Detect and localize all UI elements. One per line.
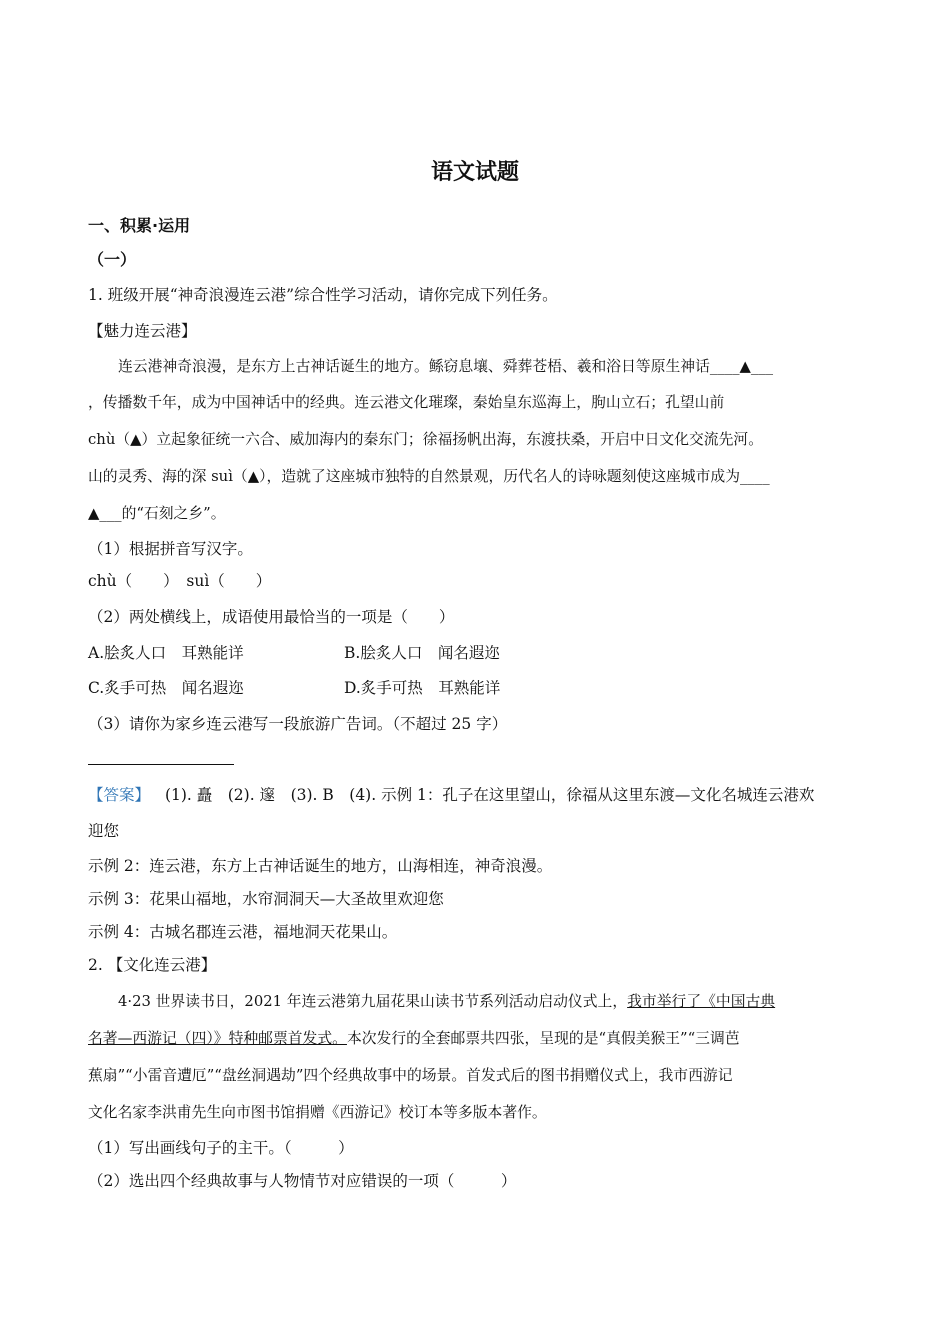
subsection-heading: （一） [88, 250, 137, 269]
subquestion-2: （2）两处横线上，成语使用最恰当的一项是（ ） [88, 608, 455, 626]
q2-passage-text: 4·23 世界读书日，2021 年连云港第九届花果山读书节系列活动启动仪式上， [118, 993, 628, 1010]
question-1-header: 【魅力连云港】 [88, 322, 197, 340]
option-d: D.炙手可热 耳熟能详 [344, 679, 501, 697]
passage-line-5: ▲___的“石刻之乡”。 [88, 505, 226, 522]
question-2-stem: 2. 【文化连云港】 [88, 956, 217, 974]
option-a: A.脍炙人口 耳熟能详 [88, 644, 244, 662]
q2-passage-text-2: 本次发行的全套邮票共四张，呈现的是“真假美猴王”“三调芭 [346, 1030, 740, 1047]
passage-line-1: 连云港神奇浪漫，是东方上古神话诞生的地方。鲧窃息壤、舜葬苍梧、羲和浴日等原生神话____▲___ [118, 358, 774, 375]
answer-example-2: 示例 2：连云港，东方上古神话诞生的地方，山海相连，神奇浪漫。 [88, 857, 553, 875]
q2-subquestion-2: （2）选出四个经典故事与人物情节对应错误的一项（ ） [88, 1172, 517, 1190]
option-c: C.炙手可热 闻名遐迩 [88, 679, 244, 697]
answer-block [88, 785, 814, 805]
passage-line-4: 山的灵秀、海的深 suì（▲），造就了这座城市独特的自然景观，历代名人的诗咏题刻使这座城市成为____ [88, 468, 770, 485]
answer-tag: 【答案】 [88, 786, 151, 804]
answer-example-4: 示例 4：古城名郡连云港，福地洞天花果山。 [88, 923, 398, 941]
section-heading: 一、积累·运用 [88, 216, 191, 235]
question-1-stem: 1. 班级开展“神奇浪漫连云港”综合性学习活动，请你完成下列任务。 [88, 286, 558, 304]
option-b: B.脍炙人口 闻名遐迩 [344, 644, 500, 662]
subquestion-3: （3）请你为家乡连云港写一段旅游广告词。（不超过 25 字） [88, 715, 508, 733]
underlined-sentence-part-1: 我市举行了《中国古典 [627, 993, 776, 1010]
q2-passage-line-2 [88, 1029, 740, 1049]
answer-example-3: 示例 3：花果山福地，水帘洞洞天—大圣故里欢迎您 [88, 890, 444, 908]
answer-text-2: 迎您 [88, 822, 120, 840]
page-title: 语文试题 [430, 160, 519, 185]
subquestion-1-blanks: chù（ ） suì（ ） [88, 572, 272, 590]
underlined-sentence-part-2: 名著—西游记（四）》特种邮票首发式。 [88, 1030, 347, 1047]
passage-line-3: chù（▲）立起象征统一六合、威加海内的秦东门；徐福扬帆出海，东渡扶桑，开启中日文化交流先河。 [88, 431, 763, 448]
answer-line [88, 764, 234, 765]
passage-line-2: ，传播数千年，成为中国神话中的经典。连云港文化璀璨，秦始皇东巡海上，朐山立石；孔望山前 [88, 394, 725, 411]
q2-subquestion-1: （1）写出画线句子的主干。（ ） [88, 1139, 354, 1157]
q2-passage-line-1 [118, 992, 775, 1012]
q2-passage-line-3: 蕉扇”“小雷音遭厄”“盘丝洞遇劫”四个经典故事中的场景。首发式后的图书捐赠仪式上，我市西游记 [88, 1067, 733, 1084]
answer-text-1: (1). 矗 (2). 邃 (3). B (4). 示例 1：孔子在这里望山，徐福从这里东渡—文化名城连云港欢 [164, 786, 815, 804]
q2-passage-line-4: 文化名家李洪甫先生向市图书馆捐赠《西游记》校订本等多版本著作。 [88, 1104, 547, 1121]
subquestion-1: （1）根据拼音写汉字。 [88, 540, 253, 558]
